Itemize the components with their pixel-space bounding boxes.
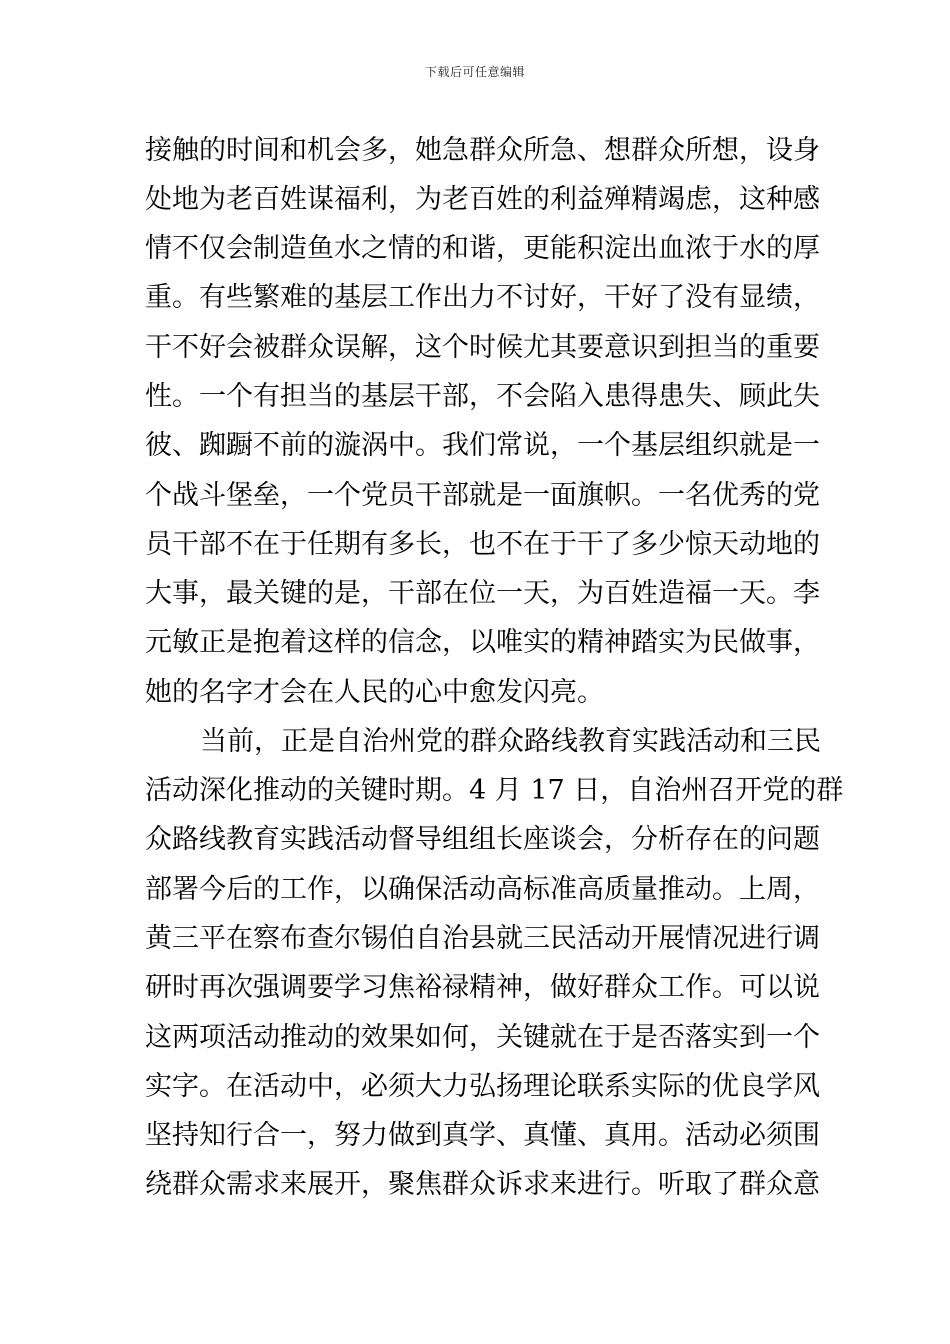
paragraph-end-line: 她的名字才会在人民的心中愈发闪亮。 <box>145 677 604 708</box>
text-line: 彼、踟蹰不前的漩涡中。我们常说，一个基层组织就是一 <box>145 430 820 461</box>
text-line: 员干部不在于任期有多长，也不在于干了多少惊天动地的 <box>145 529 820 560</box>
text-line: 个战斗堡垒，一个党员干部就是一面旗帜。一名优秀的党 <box>145 480 820 511</box>
text-line: 干不好会被群众误解，这个时候尤其要意识到担当的重要 <box>145 332 820 363</box>
page-header-note: 下载后可任意编辑 <box>424 65 525 79</box>
text-line: 处地为老百姓谋福利，为老百姓的利益殚精竭虑，这种感 <box>145 184 820 215</box>
text-line: 活动深化推动的关键时期。4 月 17 日，自治州召开党的群 <box>145 775 844 806</box>
paragraph-first-line: 当前，正是自治州党的群众路线教育实践活动和三民 <box>200 726 821 757</box>
text-line: 坚持知行合一，努力做到真学、真懂、真用。活动必须围 <box>145 1120 820 1151</box>
text-line: 这两项活动推动的效果如何，关键就在于是否落实到一个 <box>145 1022 820 1053</box>
text-line: 大事，最关键的是，干部在位一天，为百姓造福一天。李 <box>145 578 820 609</box>
text-line: 实字。在活动中，必须大力弘扬理论联系实际的优良学风 <box>145 1071 820 1102</box>
text-line: 众路线教育实践活动督导组组长座谈会，分析存在的问题 <box>145 824 820 855</box>
text-line: 性。一个有担当的基层干部，不会陷入患得患失、顾此失 <box>145 381 820 412</box>
text-line: 接触的时间和机会多，她急群众所急、想群众所想，设身 <box>145 135 820 166</box>
text-line: 黄三平在察布查尔锡伯自治县就三民活动开展情况进行调 <box>145 923 820 954</box>
text-line: 情不仅会制造鱼水之情的和谐，更能积淀出血浓于水的厚 <box>145 233 820 264</box>
text-line: 绕群众需求来展开，聚焦群众诉求来进行。听取了群众意 <box>145 1169 820 1200</box>
text-line: 重。有些繁难的基层工作出力不讨好，干好了没有显绩， <box>145 282 820 313</box>
text-line: 元敏正是抱着这样的信念，以唯实的精神踏实为民做事， <box>145 627 820 658</box>
text-line: 研时再次强调要学习焦裕禄精神，做好群众工作。可以说 <box>145 972 820 1003</box>
text-line: 部署今后的工作，以确保活动高标准高质量推动。上周， <box>145 874 820 905</box>
